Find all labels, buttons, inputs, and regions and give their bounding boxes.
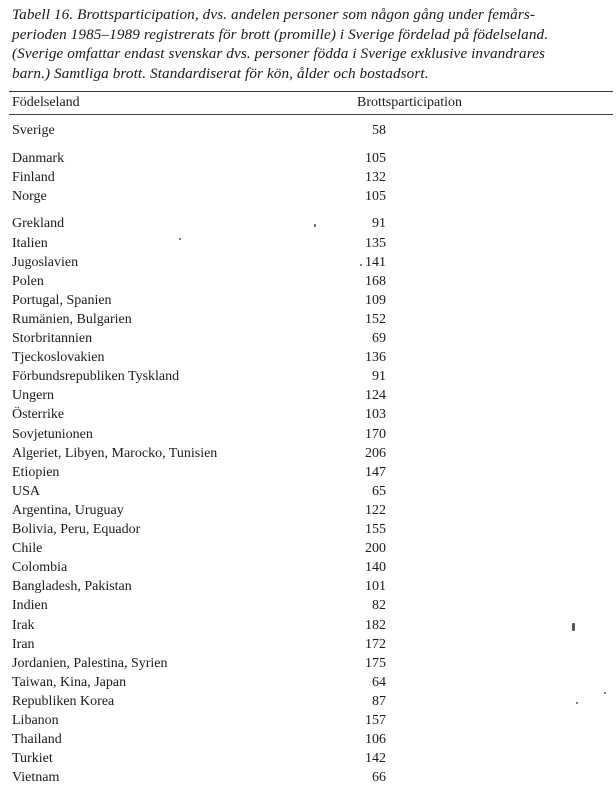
country-cell: Irak	[12, 617, 35, 633]
table-row	[0, 310, 616, 329]
value-cell: 141	[365, 254, 386, 270]
country-cell: Ungern	[12, 388, 54, 404]
table-row	[0, 463, 616, 482]
country-cell: Danmark	[12, 151, 65, 167]
table-top-rule	[9, 91, 613, 92]
country-cell: Sovjetunionen	[12, 426, 93, 442]
value-cell: 170	[365, 426, 386, 442]
value-cell: 91	[372, 369, 386, 385]
country-cell: Rumänien, Bulgarien	[12, 311, 132, 327]
table-row	[0, 253, 616, 272]
country-cell: Bolivia, Peru, Equador	[12, 522, 141, 537]
table-row	[0, 329, 616, 348]
value-cell: 132	[365, 170, 386, 186]
value-cell: 109	[365, 292, 386, 308]
column-header-country: Födelseland	[12, 95, 80, 110]
country-cell: Iran	[12, 636, 35, 652]
scan-speck	[572, 623, 575, 631]
value-cell: 101	[365, 579, 386, 595]
table-row	[0, 348, 616, 367]
table-row	[0, 482, 616, 501]
table-row	[0, 596, 616, 615]
value-cell: 136	[365, 350, 386, 366]
caption-line: (Sverige omfattar endast svenskar dvs. personer födda i Sverige exklusive invandrares	[12, 45, 546, 62]
value-cell: 91	[372, 216, 386, 232]
country-cell: Portugal, Spanien	[12, 292, 112, 308]
value-cell: 105	[365, 151, 386, 167]
table-row	[0, 749, 616, 768]
table-row	[0, 405, 616, 424]
country-cell: Finland	[12, 170, 55, 186]
value-cell: 122	[365, 502, 386, 518]
table-row	[0, 187, 616, 206]
column-header-value: Brottsparticipation	[357, 95, 462, 110]
table-row	[0, 520, 616, 539]
scan-speck	[179, 238, 181, 240]
table-row	[0, 367, 616, 386]
table-row	[0, 711, 616, 730]
country-cell: Libanon	[12, 713, 59, 728]
value-cell: 66	[372, 770, 386, 786]
value-cell: 172	[365, 636, 386, 652]
caption-line: Tabell 16. Brottsparticipation, dvs. andelen personer som någon gång under femårs-	[12, 6, 536, 23]
country-cell: Algeriet, Libyen, Marocko, Tunisien	[12, 445, 218, 461]
table-row	[0, 539, 616, 558]
country-cell: Indien	[12, 598, 48, 614]
country-cell: Turkiet	[12, 751, 53, 767]
value-cell: 182	[365, 617, 386, 633]
value-cell: 200	[365, 541, 386, 557]
scan-speck	[360, 264, 362, 266]
country-cell: Etiopien	[12, 464, 60, 480]
table-row	[0, 558, 616, 577]
table-row	[0, 234, 616, 253]
value-cell: 155	[365, 522, 386, 537]
table-header-rule	[9, 114, 613, 115]
country-cell: Vietnam	[12, 770, 60, 786]
caption-line: barn.) Samtliga brott. Standardiserat för kön, ålder och bostadsort.	[12, 64, 429, 82]
value-cell: 87	[372, 693, 386, 709]
country-cell: Thailand	[12, 732, 62, 748]
country-cell: Republiken Korea	[12, 693, 115, 709]
value-cell: 65	[372, 483, 386, 499]
table-row	[0, 673, 616, 692]
value-cell: 106	[365, 732, 386, 748]
value-cell: 105	[365, 189, 386, 205]
country-cell: Argentina, Uruguay	[12, 502, 124, 518]
table-row	[0, 444, 616, 463]
country-cell: Polen	[12, 273, 44, 289]
country-cell: Norge	[12, 189, 47, 205]
value-cell: 103	[365, 407, 386, 423]
country-cell: Österrike	[12, 407, 65, 423]
table-row	[0, 730, 616, 749]
scan-speck	[314, 224, 316, 227]
value-cell: 140	[365, 560, 386, 576]
country-cell: USA	[12, 483, 41, 499]
value-cell: 69	[372, 331, 386, 346]
country-cell: Storbritannien	[12, 331, 93, 346]
table-row	[0, 635, 616, 654]
table-row	[0, 291, 616, 310]
value-cell: 58	[372, 123, 386, 138]
country-cell: Jordanien, Palestina, Syrien	[12, 655, 168, 671]
table-row	[0, 501, 616, 520]
country-cell: Grekland	[12, 216, 65, 232]
table-row	[0, 654, 616, 673]
country-cell: Tjeckoslovakien	[12, 350, 105, 366]
table-row	[0, 577, 616, 596]
country-cell: Förbundsrepubliken Tyskland	[12, 369, 180, 385]
value-cell: 142	[365, 751, 386, 767]
scan-speck	[604, 692, 606, 694]
table-row	[0, 768, 616, 787]
country-cell: Taiwan, Kina, Japan	[12, 674, 127, 690]
value-cell: 124	[365, 388, 386, 404]
value-cell: 135	[365, 235, 386, 251]
table-row	[0, 121, 616, 140]
table-row	[0, 168, 616, 187]
value-cell: 64	[372, 674, 386, 690]
table-row	[0, 425, 616, 444]
value-cell: 152	[365, 311, 386, 327]
country-cell: Italien	[12, 235, 48, 251]
table-row	[0, 149, 616, 168]
value-cell: 147	[365, 464, 386, 480]
value-cell: 168	[365, 273, 386, 289]
table-row	[0, 692, 616, 711]
value-cell: 82	[372, 598, 386, 614]
country-cell: Bangladesh, Pakistan	[12, 579, 132, 595]
table-row	[0, 272, 616, 291]
table-row	[0, 616, 616, 635]
country-cell: Jugoslavien	[12, 254, 79, 270]
value-cell: 175	[365, 655, 386, 671]
country-cell: Colombia	[12, 560, 68, 576]
table-row	[0, 214, 616, 233]
scan-speck	[576, 702, 578, 704]
country-cell: Sverige	[12, 123, 55, 138]
table-caption	[12, 5, 612, 83]
country-cell: Chile	[12, 541, 43, 557]
value-cell: 206	[365, 445, 386, 461]
table-row	[0, 386, 616, 405]
value-cell: 157	[365, 713, 386, 728]
caption-line: perioden 1985–1989 registrerats för brott (promille) i Sverige fördelad på födelseland.	[12, 25, 549, 43]
